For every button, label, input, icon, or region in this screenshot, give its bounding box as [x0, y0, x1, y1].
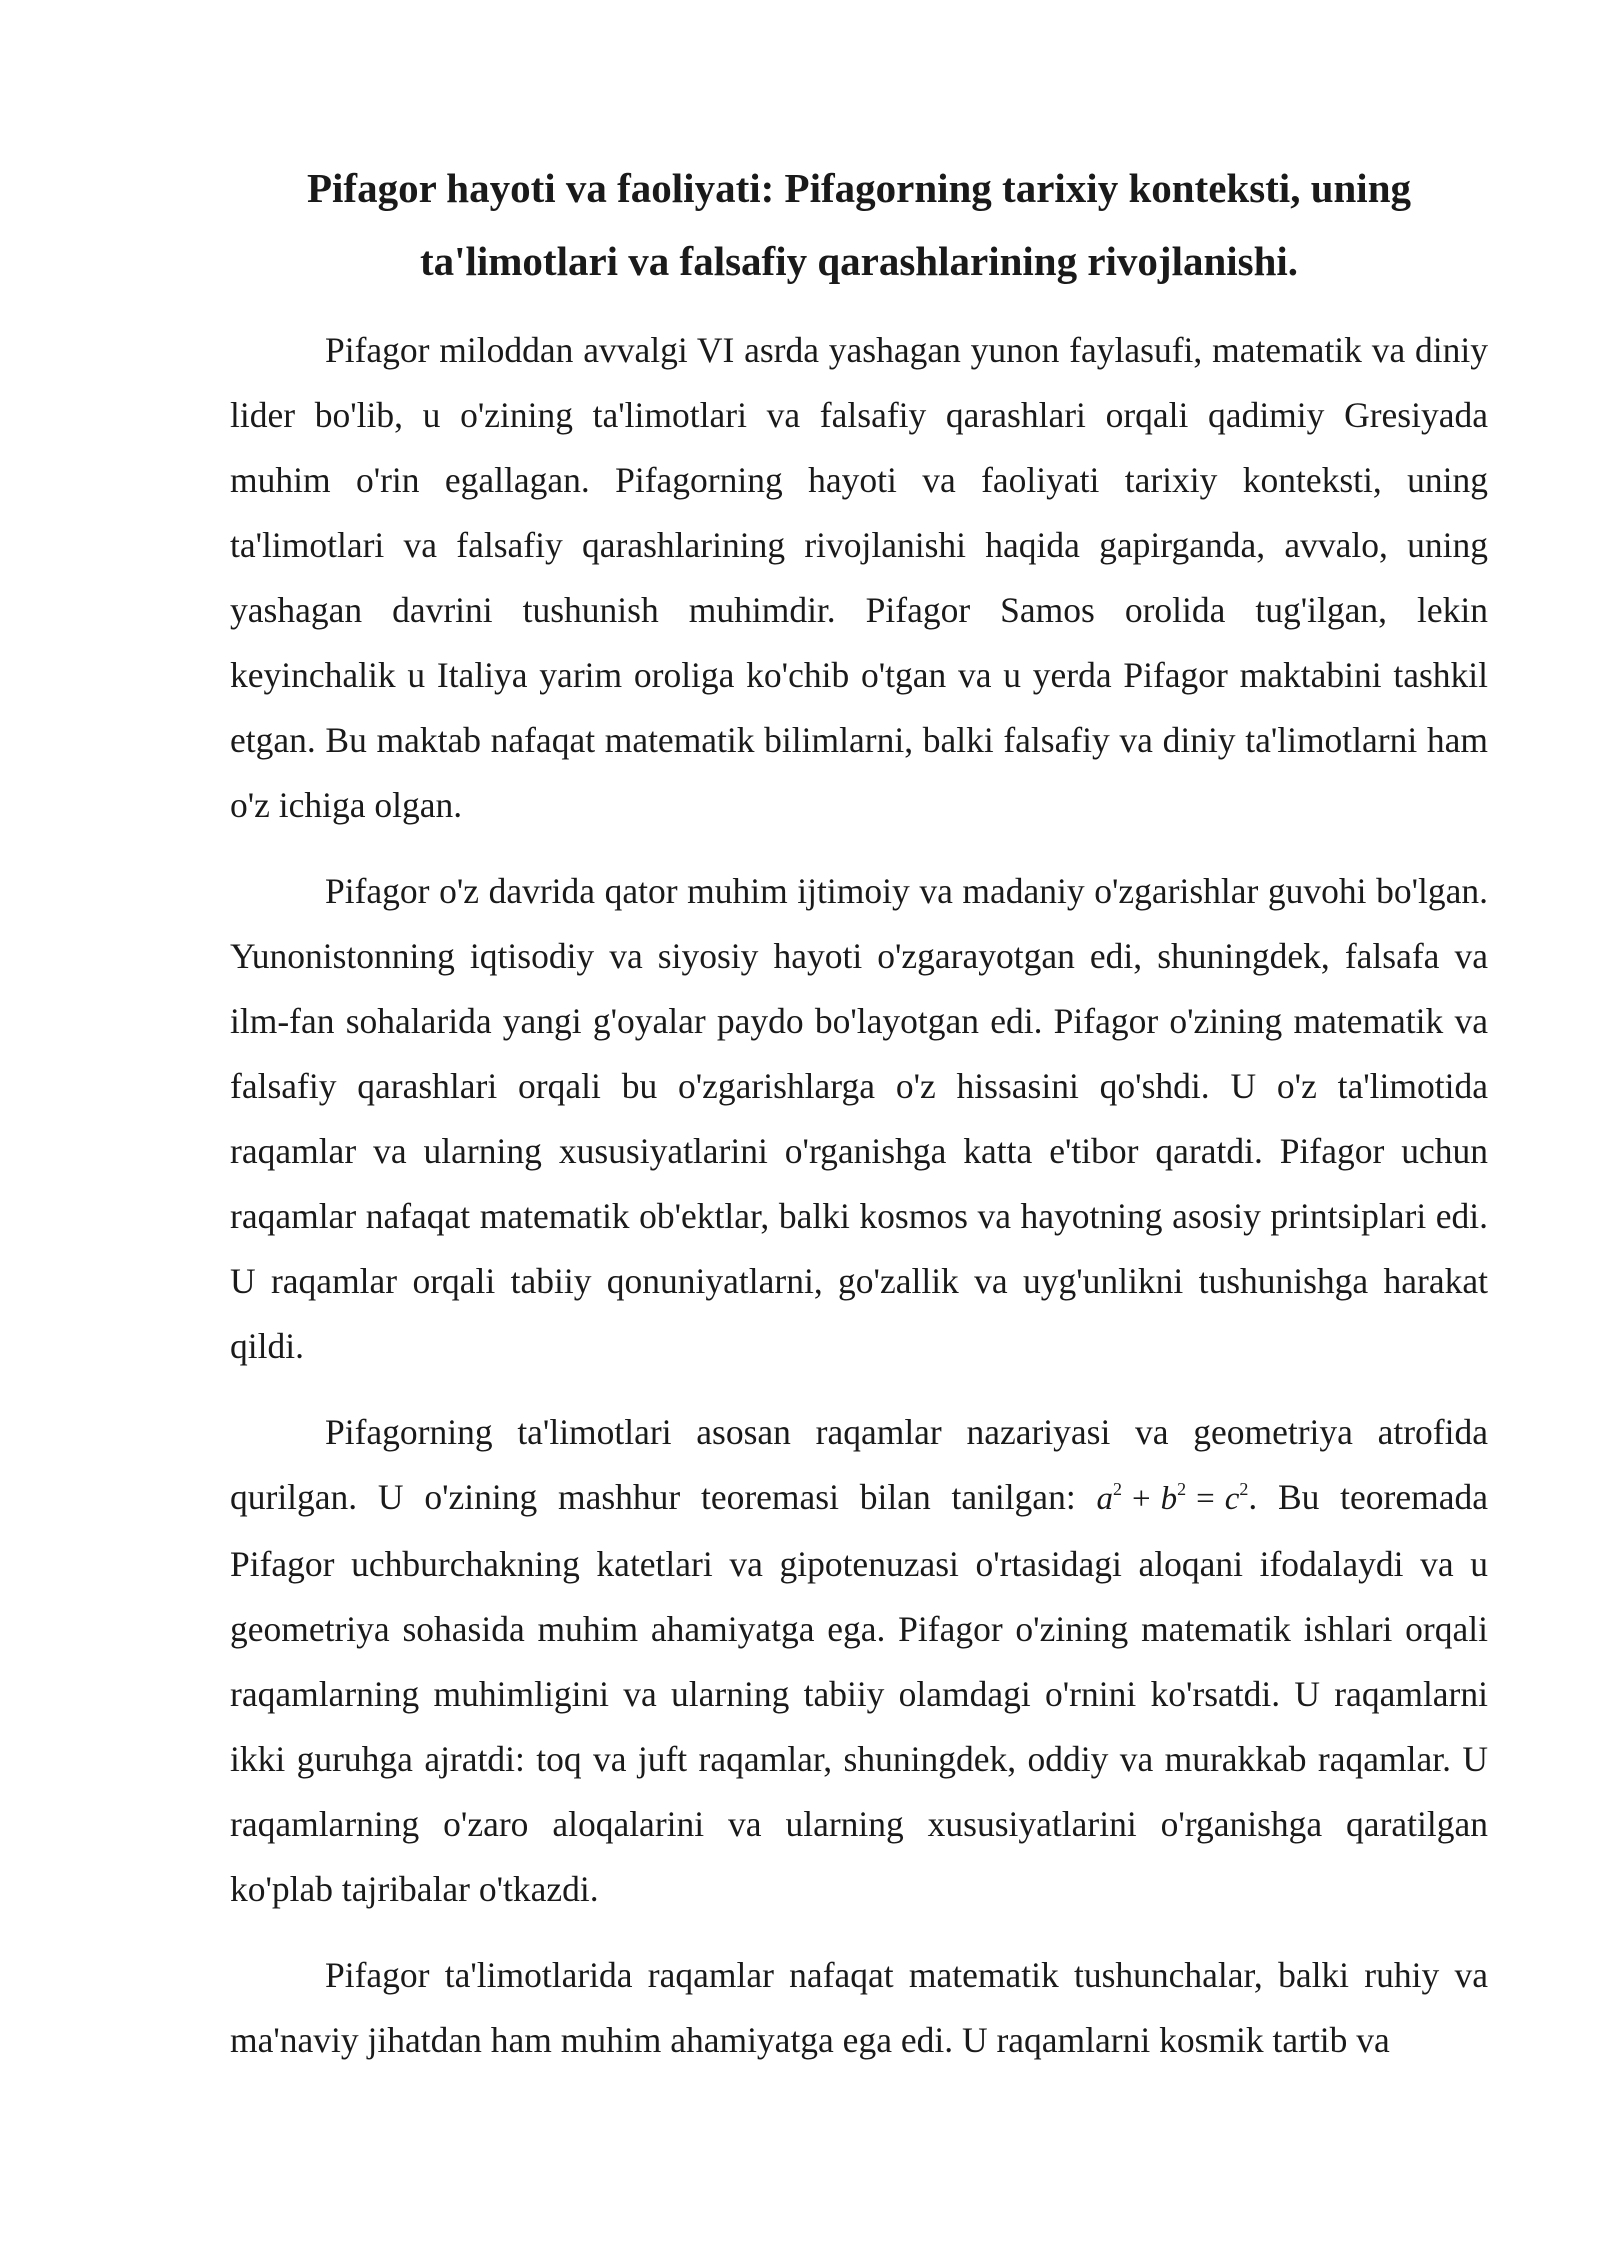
formula-equals: =: [1196, 1481, 1215, 1517]
paragraph-3-text-after: . Bu teoremada Pifagor uchburchakning katetlari va gipotenuzasi o'rtasidagi aloqani ifodalaydi va u geometriya sohasida muhim ahamiyatga ega. Pifagor o'zining matematik ishlari orqali raqamlarning muhimligini va ularning tabiiy olamdagi o'rnini ko'rsatdi. U raqamlarni ikki guruhga ajratdi: toq va juft raqamlar, shuningdek, oddiy va murakkab raqamlar. U raqamlarning o'zaro aloqalarini va ularning xususiyatlarini o'rganishga qaratilgan ko'plab tajribalar o'tkazdi.: [230, 1477, 1488, 1909]
paragraph-1: Pifagor miloddan avvalgi VI asrda yashagan yunon faylasufi, matematik va diniy lider bo'lib, u o'zining ta'limotlari va falsafiy qarashlari orqali qadimiy Gresiyada muhim o'rin egallagan. Pifagorning hayoti va faoliyati tarixiy konteksti, uning ta'limotlari va falsafiy qarashlarining rivojlanishi haqida gapirganda, avvalo, uning yashagan davrini tushunish muhimdir. Pifagor Samos orolida tug'ilgan, lekin keyinchalik u Italiya yarim oroliga ko'chib o'tgan va u yerda Pifagor maktabini tashkil etgan. Bu maktab nafaqat matematik bilimlarni, balki falsafiy va diniy ta'limotlarni ham o'z ichiga olgan.: [230, 330, 1488, 825]
formula-plus: +: [1131, 1481, 1151, 1517]
paragraph-3-text-before: Pifagorning ta'limotlari asosan raqamlar nazariyasi va geometriya atrofida qurilgan. U o'zining mashhur teoremasi bilan tanilgan:: [230, 1412, 1488, 1517]
formula-a: a: [1096, 1481, 1113, 1517]
paragraph-4: Pifagor ta'limotlarida raqamlar nafaqat matematik tushunchalar, balki ruhiy va ma'naviy jihatdan ham muhim ahamiyatga ega edi. U raqamlarni kosmik tartib va: [230, 1955, 1488, 2060]
formula-a-exponent: 2: [1112, 1479, 1122, 1499]
document-title: Pifagor hayoti va faoliyati: Pifagorning tarixiy konteksti, uning ta'limotlari va falsafiy qarashlarining rivojlanishi.: [307, 165, 1411, 284]
formula-b-exponent: 2: [1177, 1479, 1187, 1499]
formula-c-exponent: 2: [1239, 1479, 1249, 1499]
formula-b: b: [1160, 1481, 1178, 1517]
formula-c: c: [1224, 1481, 1240, 1517]
pythagorean-formula: [1096, 1481, 1248, 1517]
paragraph-2: Pifagor o'z davrida qator muhim ijtimoiy va madaniy o'zgarishlar guvohi bo'lgan. Yunonistonning iqtisodiy va siyosiy hayoti o'zgarayotgan edi, shuningdek, falsafa va ilm-fan sohalarida yangi g'oyalar paydo bo'layotgan edi. Pifagor o'zining matematik va falsafiy qarashlari orqali bu o'zgarishlarga o'z hissasini qo'shdi. U o'z ta'limotida raqamlar va ularning xususiyatlarini o'rganishga katta e'tibor qaratdi. Pifagor uchun raqamlar nafaqat matematik ob'ektlar, balki kosmos va hayotning asosiy printsiplari edi. U raqamlar orqali tabiiy qonuniyatlarni, go'zallik va uyg'unlikni tushunishga harakat qildi.: [230, 871, 1488, 1366]
paragraph-3: [230, 1400, 1488, 1922]
document-page: [230, 0, 1488, 2073]
